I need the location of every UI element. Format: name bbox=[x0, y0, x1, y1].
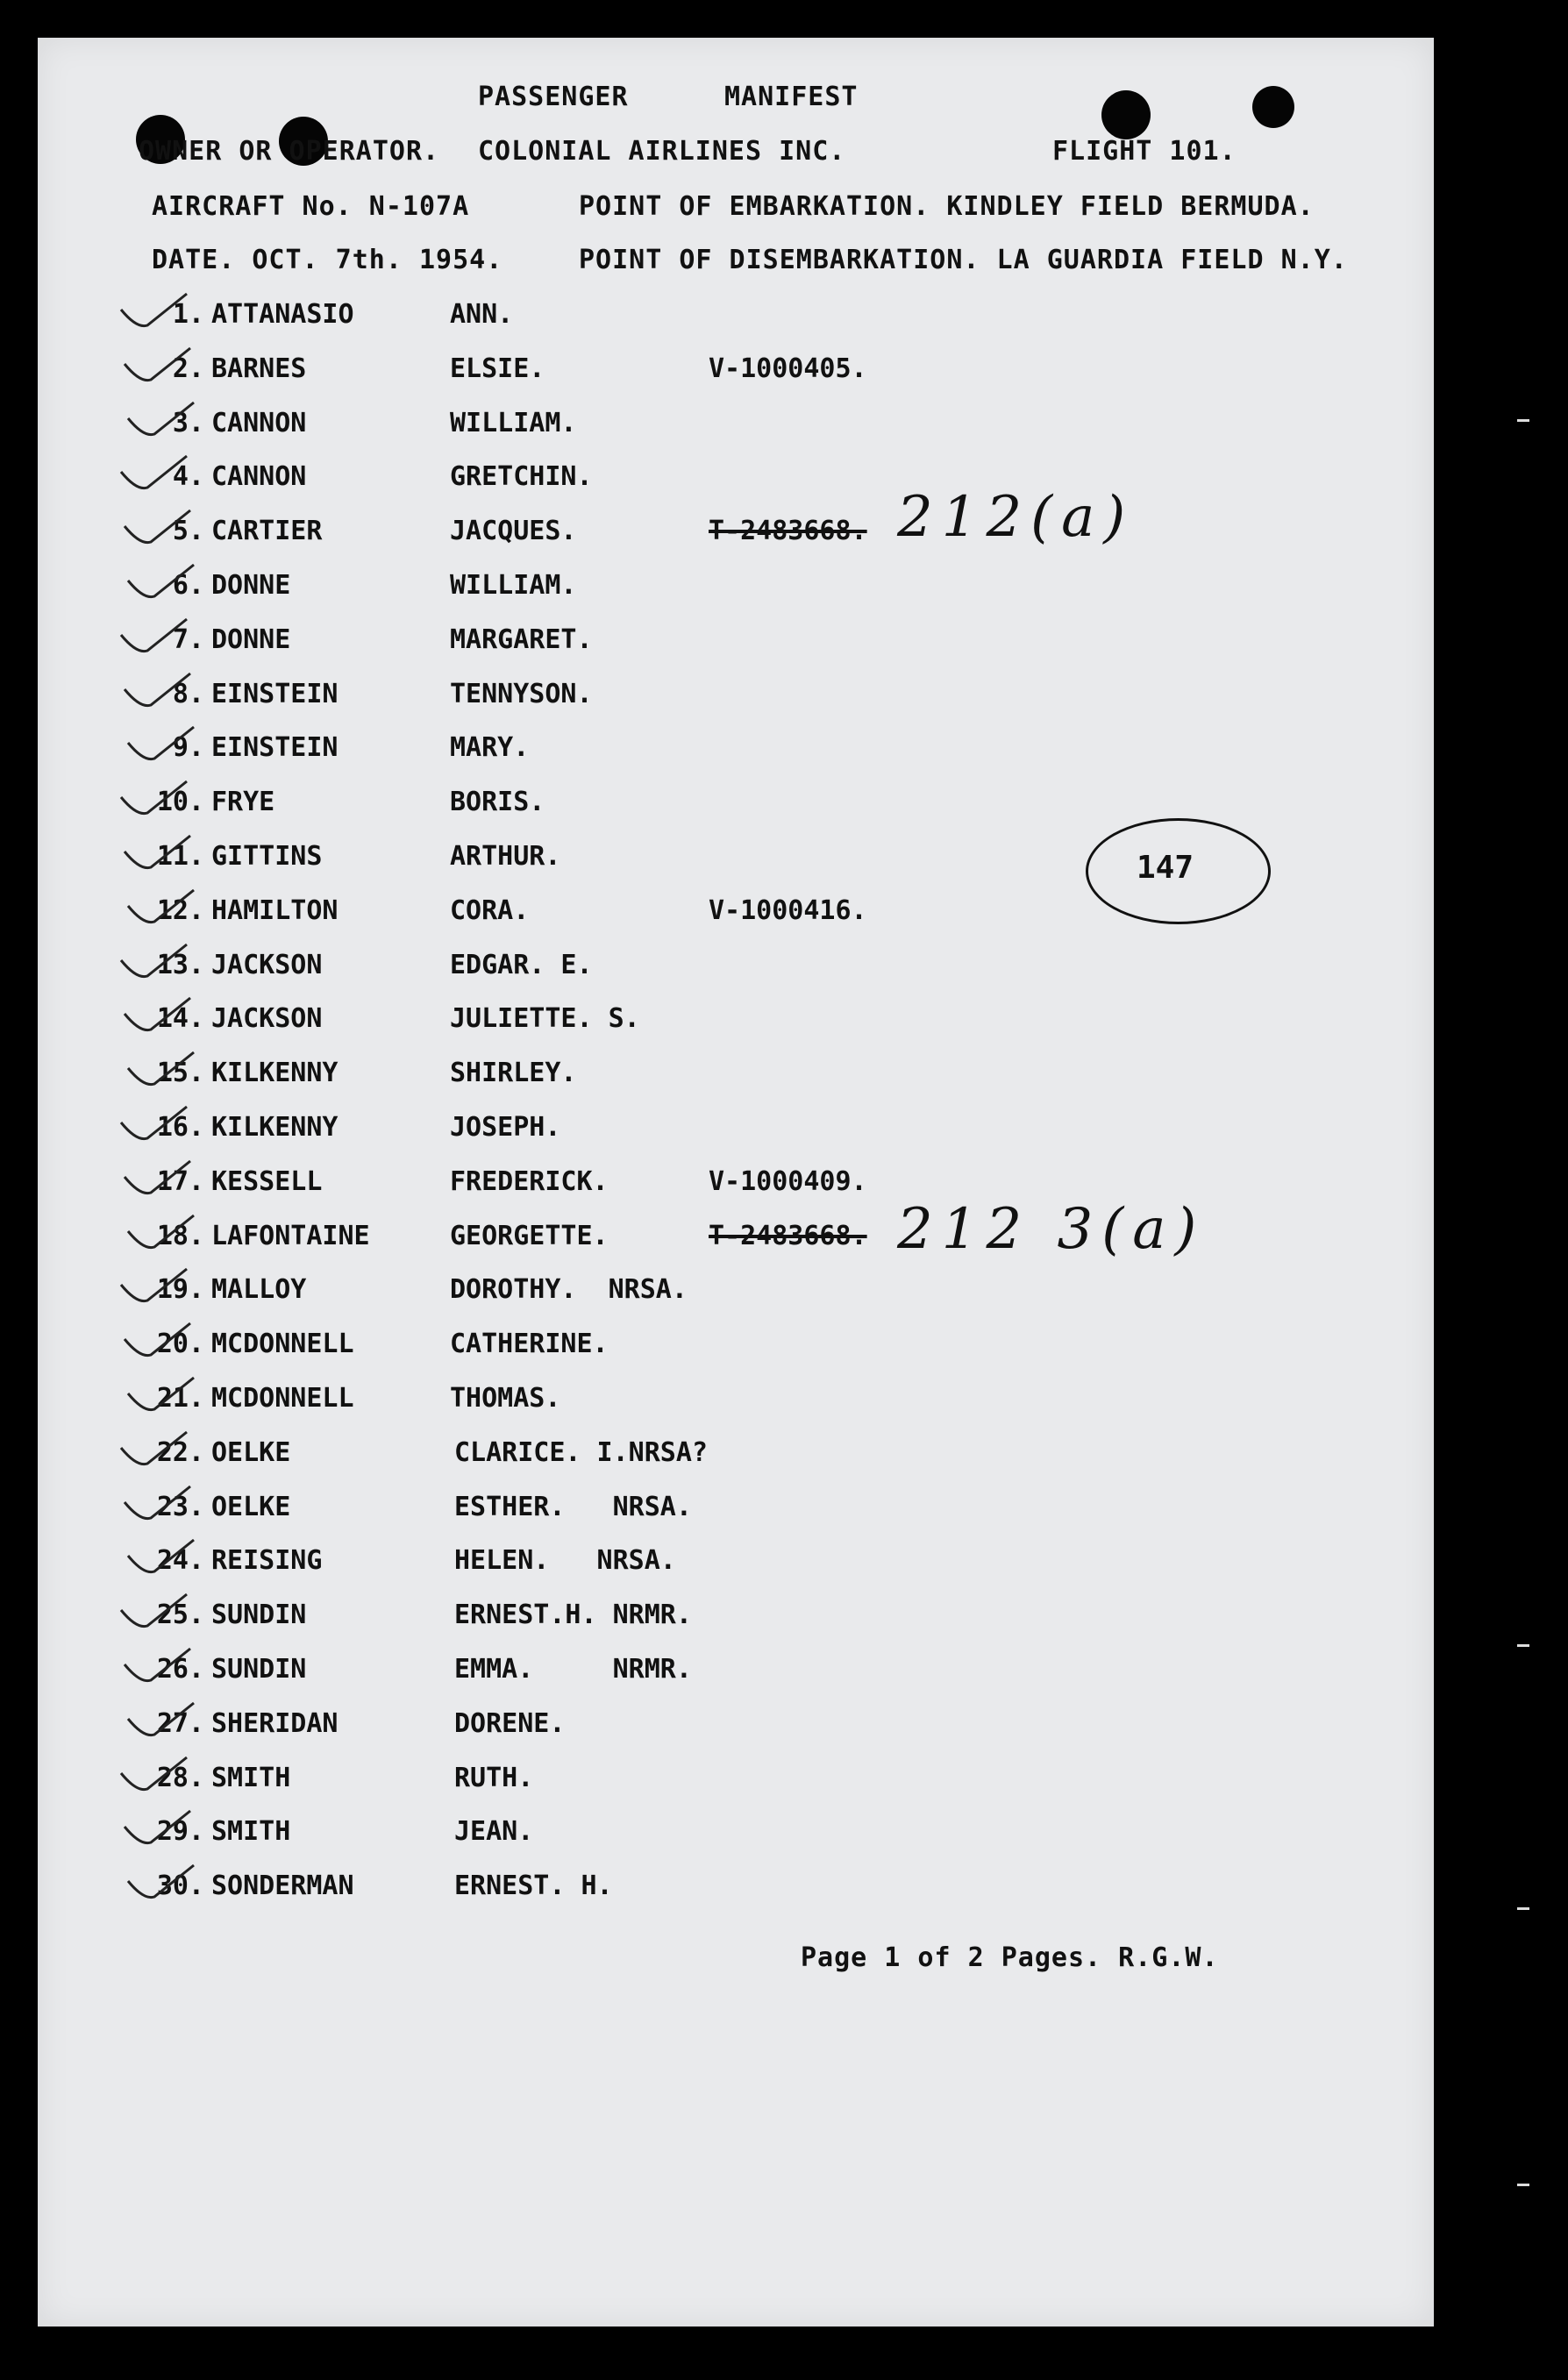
row-number: 3. bbox=[172, 408, 204, 438]
passenger-surname: HAMILTON bbox=[211, 895, 339, 926]
page-footer: Page 1 of 2 Pages. R.G.W. bbox=[801, 1942, 1219, 1973]
checkmark bbox=[121, 456, 187, 488]
row-number: 30. bbox=[156, 1871, 204, 1901]
checkmark bbox=[121, 1757, 187, 1790]
passenger-given-name: CORA. bbox=[450, 895, 530, 926]
checkmark bbox=[128, 890, 194, 923]
passenger-given-name: ARTHUR. bbox=[450, 841, 561, 872]
checkmark bbox=[125, 1811, 190, 1843]
passenger-given-name: JULIETTE. S. bbox=[450, 1003, 640, 1034]
row-number: 2. bbox=[172, 353, 204, 384]
visa-number: V-1000409. bbox=[709, 1166, 867, 1197]
row-number: 17. bbox=[156, 1166, 204, 1197]
passenger-surname: BARNES bbox=[211, 353, 307, 384]
passenger-surname: OELKE bbox=[211, 1437, 291, 1468]
passenger-given-name: HELEN. NRSA. bbox=[454, 1545, 676, 1576]
passenger-given-name: SHIRLEY. bbox=[450, 1058, 577, 1088]
passenger-given-name: ERNEST. H. bbox=[454, 1871, 613, 1901]
struck-visa-number: T-2483668. bbox=[709, 516, 867, 546]
passenger-given-name: DORENE. bbox=[454, 1708, 566, 1739]
checkmark bbox=[125, 1649, 190, 1681]
checkmark bbox=[125, 348, 190, 381]
row-number: 25. bbox=[156, 1600, 204, 1630]
passenger-given-name: WILLIAM. bbox=[450, 570, 577, 601]
scan-edge-mark bbox=[1517, 419, 1529, 422]
scan-edge-mark bbox=[1517, 1644, 1529, 1647]
passenger-surname: CANNON bbox=[211, 408, 307, 438]
point-of-disembarkation: POINT OF DISEMBARKATION. LA GUARDIA FIELD N.Y. bbox=[579, 245, 1348, 275]
passenger-given-name: ERNEST.H. NRMR. bbox=[454, 1600, 692, 1630]
circled-number: 147 bbox=[1137, 850, 1194, 886]
checkmark bbox=[121, 619, 187, 652]
passenger-surname: KILKENNY bbox=[211, 1058, 339, 1088]
passenger-surname: SHERIDAN bbox=[211, 1708, 339, 1739]
row-number: 22. bbox=[156, 1437, 204, 1468]
owner-value: COLONIAL AIRLINES INC. bbox=[478, 136, 846, 167]
checkmark bbox=[121, 1594, 187, 1627]
row-number: 12. bbox=[156, 895, 204, 926]
checkmark bbox=[121, 1269, 187, 1301]
checkmark bbox=[128, 1540, 194, 1572]
passenger-given-name: EDGAR. E. bbox=[450, 950, 593, 980]
passenger-given-name: ESTHER. NRSA. bbox=[454, 1492, 692, 1522]
passenger-surname: SMITH bbox=[211, 1763, 291, 1793]
passenger-surname: OELKE bbox=[211, 1492, 291, 1522]
passenger-given-name: CLARICE. I.NRSA? bbox=[454, 1437, 708, 1468]
checkmark bbox=[128, 1215, 194, 1248]
row-number: 14. bbox=[156, 1003, 204, 1034]
passenger-surname: GITTINS bbox=[211, 841, 323, 872]
checkmark bbox=[121, 781, 187, 814]
row-number: 18. bbox=[156, 1221, 204, 1251]
row-number: 26. bbox=[156, 1654, 204, 1685]
handwritten-note-row5: 212(a) bbox=[897, 485, 1135, 550]
struck-visa-number: T-2483668. bbox=[709, 1221, 867, 1251]
row-number: 27. bbox=[156, 1708, 204, 1739]
passenger-given-name: JACQUES. bbox=[450, 516, 577, 546]
checkmark bbox=[128, 727, 194, 759]
point-of-embarkation: POINT OF EMBARKATION. KINDLEY FIELD BERMUDA. bbox=[579, 191, 1315, 222]
passenger-surname: ATTANASIO bbox=[211, 299, 354, 330]
passenger-given-name: ELSIE. bbox=[450, 353, 545, 384]
checkmark bbox=[128, 1865, 194, 1898]
checkmark bbox=[128, 1703, 194, 1735]
passenger-given-name: TENNYSON. bbox=[450, 679, 593, 709]
scan-edge-mark bbox=[1517, 2184, 1529, 2186]
row-number: 6. bbox=[172, 570, 204, 601]
checkmark bbox=[125, 998, 190, 1030]
checkmarks-overlay bbox=[38, 38, 1434, 2327]
checkmark bbox=[121, 1107, 187, 1139]
handwritten-note-row18: 212 3(a) bbox=[897, 1197, 1206, 1262]
row-number: 23. bbox=[156, 1492, 204, 1522]
passenger-surname: SMITH bbox=[211, 1816, 291, 1847]
passenger-surname: MALLOY bbox=[211, 1274, 307, 1305]
scan-edge-mark bbox=[1517, 1907, 1529, 1910]
title-manifest: MANIFEST bbox=[724, 82, 859, 112]
passenger-surname: DONNE bbox=[211, 624, 291, 655]
passenger-surname: EINSTEIN bbox=[211, 732, 339, 763]
passenger-surname: LAFONTAINE bbox=[211, 1221, 370, 1251]
passenger-surname: SUNDIN bbox=[211, 1600, 307, 1630]
checkmark bbox=[125, 836, 190, 868]
passenger-given-name: WILLIAM. bbox=[450, 408, 577, 438]
aircraft-number: AIRCRAFT No. N-107A bbox=[152, 191, 470, 222]
passenger-given-name: JEAN. bbox=[454, 1816, 534, 1847]
row-number: 28. bbox=[156, 1763, 204, 1793]
passenger-surname: MCDONNELL bbox=[211, 1383, 354, 1414]
passenger-given-name: ANN. bbox=[450, 299, 514, 330]
row-number: 1. bbox=[172, 299, 204, 330]
manifest-page bbox=[38, 38, 1434, 2327]
passenger-given-name: FREDERICK. bbox=[450, 1166, 609, 1197]
passenger-surname: KESSELL bbox=[211, 1166, 323, 1197]
passenger-given-name: THOMAS. bbox=[450, 1383, 561, 1414]
row-number: 4. bbox=[172, 461, 204, 492]
row-number: 29. bbox=[156, 1816, 204, 1847]
checkmark bbox=[128, 1052, 194, 1085]
passenger-surname: JACKSON bbox=[211, 950, 323, 980]
passenger-surname: KILKENNY bbox=[211, 1112, 339, 1143]
passenger-given-name: RUTH. bbox=[454, 1763, 534, 1793]
passenger-given-name: EMMA. NRMR. bbox=[454, 1654, 692, 1685]
passenger-given-name: MARY. bbox=[450, 732, 530, 763]
row-number: 24. bbox=[156, 1545, 204, 1576]
passenger-surname: EINSTEIN bbox=[211, 679, 339, 709]
passenger-given-name: GEORGETTE. bbox=[450, 1221, 609, 1251]
row-number: 10. bbox=[156, 787, 204, 817]
passenger-given-name: MARGARET. bbox=[450, 624, 593, 655]
row-number: 11. bbox=[156, 841, 204, 872]
passenger-surname: JACKSON bbox=[211, 1003, 323, 1034]
passenger-given-name: DOROTHY. NRSA. bbox=[450, 1274, 688, 1305]
row-number: 9. bbox=[172, 732, 204, 763]
passenger-given-name: CATHERINE. bbox=[450, 1329, 609, 1359]
checkmark bbox=[128, 1378, 194, 1410]
passenger-given-name: JOSEPH. bbox=[450, 1112, 561, 1143]
passenger-surname: CARTIER bbox=[211, 516, 323, 546]
checkmark bbox=[125, 1486, 190, 1519]
row-number: 19. bbox=[156, 1274, 204, 1305]
row-number: 7. bbox=[172, 624, 204, 655]
row-number: 8. bbox=[172, 679, 204, 709]
checkmark bbox=[121, 944, 187, 977]
row-number: 13. bbox=[156, 950, 204, 980]
row-number: 21. bbox=[156, 1383, 204, 1414]
checkmark bbox=[125, 1161, 190, 1194]
manifest-date: DATE. OCT. 7th. 1954. bbox=[152, 245, 503, 275]
row-number: 16. bbox=[156, 1112, 204, 1143]
checkmark bbox=[128, 403, 194, 435]
row-number: 20. bbox=[156, 1329, 204, 1359]
passenger-surname: CANNON bbox=[211, 461, 307, 492]
passenger-surname: FRYE bbox=[211, 787, 275, 817]
checkmark bbox=[128, 565, 194, 597]
visa-number: V-1000405. bbox=[709, 353, 867, 384]
passenger-surname: MCDONNELL bbox=[211, 1329, 354, 1359]
passenger-given-name: BORIS. bbox=[450, 787, 545, 817]
passenger-surname: REISING bbox=[211, 1545, 323, 1576]
passenger-surname: DONNE bbox=[211, 570, 291, 601]
visa-number: V-1000416. bbox=[709, 895, 867, 926]
checkmark bbox=[121, 294, 187, 326]
title-passenger: PASSENGER bbox=[478, 82, 629, 112]
checkmark bbox=[121, 1432, 187, 1464]
passenger-surname: SUNDIN bbox=[211, 1654, 307, 1685]
passenger-surname: SONDERMAN bbox=[211, 1871, 354, 1901]
row-number: 5. bbox=[172, 516, 204, 546]
checkmark bbox=[125, 673, 190, 706]
passenger-given-name: GRETCHIN. bbox=[450, 461, 593, 492]
checkmark bbox=[125, 1323, 190, 1356]
checkmark bbox=[125, 510, 190, 543]
flight-number: FLIGHT 101. bbox=[1052, 136, 1237, 167]
row-number: 15. bbox=[156, 1058, 204, 1088]
owner-label: OWNER OR OPERATOR. bbox=[139, 136, 440, 167]
